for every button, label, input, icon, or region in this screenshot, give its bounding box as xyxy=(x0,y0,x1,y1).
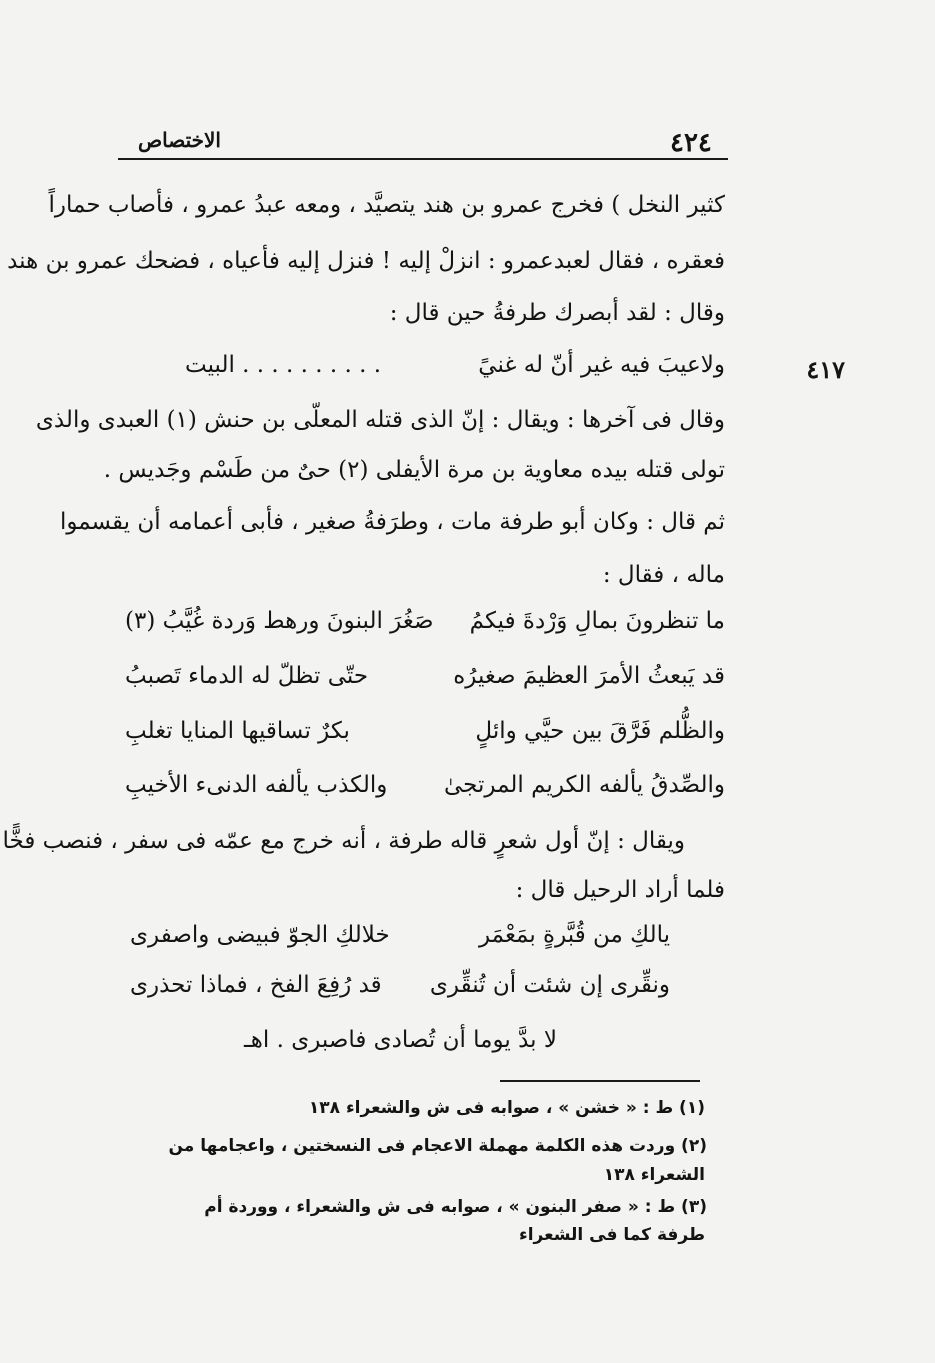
verse-hemistich-first: والظُّلم فَرَّقَ بين حيَّي وائلٍ xyxy=(475,718,725,744)
verse-line xyxy=(125,663,725,697)
footnote: (٣) ط : « صفر البنون » ، صوابه فى ش والشعراء ، ووردة أم xyxy=(204,1197,707,1217)
body-line: فلما أراد الرحيل قال : xyxy=(515,877,725,903)
verse-line xyxy=(125,608,725,642)
verse-line-final: لا بدَّ يوما أن تُصادى فاصبرى . اهـ xyxy=(244,1027,557,1053)
verse-hemistich-second: بكرٌ تساقيها المنايا تغلبِ xyxy=(125,718,350,744)
verse-hemistich-first: ولاعيبَ فيه غير أنّ له غنيً xyxy=(478,352,725,378)
footnote: (١) ط : « خشن » ، صوابه فى ش والشعراء ١٣٨ xyxy=(308,1098,705,1118)
body-line: ماله ، فقال : xyxy=(602,562,725,588)
body-line: تولى قتله بيده معاوية بن مرة الأيفلى (٢) حىٌ من طَسْم وجَديس . xyxy=(103,457,725,483)
body-line: ثم قال : وكان أبو طرفة مات ، وطرَفةُ صغير ، فأبى أعمامه أن يقسموا xyxy=(59,509,725,535)
footnote-continuation: طرفة كما فى الشعراء xyxy=(519,1225,705,1245)
running-header xyxy=(118,118,728,158)
verse-hemistich-first: والصِّدقُ يألفه الكريم المرتجىٰ xyxy=(444,772,725,798)
verse-line xyxy=(130,922,670,956)
verse-line xyxy=(125,718,725,752)
verse-hemistich-second: قد رُفِعَ الفخ ، فماذا تحذرى xyxy=(130,972,382,998)
body-line: ويقال : إنّ أول شعرٍ قاله طرفة ، أنه خرج مع عمّه فى سفر ، فنصب فخًّا xyxy=(2,828,685,854)
verse-hemistich-second: . . . . . . . . . . البيت xyxy=(185,352,382,378)
verse-hemistich-second: والكذب يألفه الدنىء الأخيبِ xyxy=(125,772,388,798)
body-line: كثير النخل ) فخرج عمرو بن هند يتصيَّد ، ومعه عبدُ عمرو ، فأصاب حماراً xyxy=(48,192,725,218)
header-title: الاختصاص xyxy=(138,128,221,152)
verse-hemistich-second: خلالكِ الجوّ فبيضى واصفرى xyxy=(130,922,390,948)
margin-page-reference: ٤١٧ xyxy=(806,355,845,384)
verse-line xyxy=(125,772,725,806)
verse-hemistich-second: صَغُرَ البنونَ ورهط وَردة غُيَّبُ (٣) xyxy=(125,608,434,634)
header-rule xyxy=(118,158,728,160)
footnote-continuation: الشعراء ١٣٨ xyxy=(603,1165,705,1185)
verse-line xyxy=(125,352,725,386)
verse-hemistich-first: ونقِّرى إن شئت أن تُنقِّرى xyxy=(429,972,670,998)
verse-hemistich-first: قد يَبعثُ الأمرَ العظيمَ صغيرُه xyxy=(453,663,725,689)
page-number: ٤٢٤ xyxy=(670,128,712,158)
verse-hemistich-first: ما تنظرونَ بمالِ وَرْدةَ فيكمُ xyxy=(469,608,725,634)
footnote-rule xyxy=(500,1080,700,1082)
verse-hemistich-first: يالكِ من قُبَّرةٍ بمَعْمَر xyxy=(478,922,670,948)
footnote: (٢) وردت هذه الكلمة مهملة الاعجام فى النسختين ، واعجامها من xyxy=(168,1136,707,1156)
body-line: وقال فى آخرها : ويقال : إنّ الذى قتله المعلّى بن حنش (١) العبدى والذى xyxy=(35,407,725,433)
verse-line xyxy=(130,972,670,1006)
body-line: وقال : لقد أبصرك طرفةُ حين قال : xyxy=(389,300,725,326)
body-line: فعقره ، فقال لعبدعمرو : انزلْ إليه ! فنزل إليه فأعياه ، فضحك عمرو بن هند xyxy=(7,248,725,274)
verse-hemistich-second: حتّى تظلّ له الدماء تَصببُ xyxy=(125,663,369,689)
